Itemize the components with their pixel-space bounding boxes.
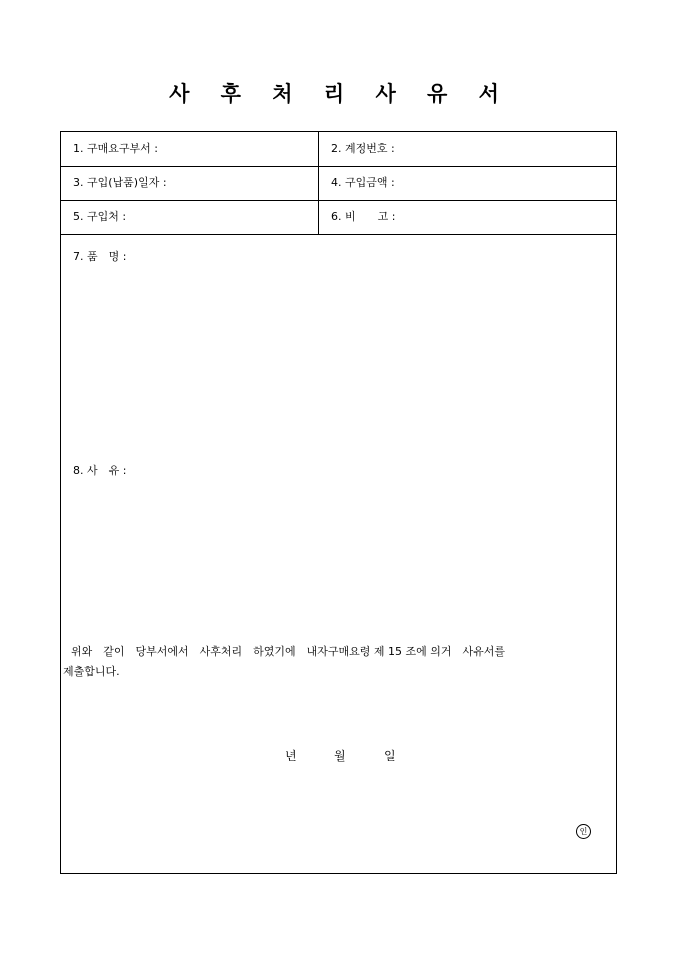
date-day-label: 일 xyxy=(384,749,396,763)
item-name-field: 7. 품 명 : xyxy=(73,250,127,263)
form-row-1 xyxy=(61,132,616,167)
vendor-field: 5. 구입처 : xyxy=(61,200,319,234)
document-title: 사 후 처 리 사 유 서 xyxy=(169,81,511,106)
statement-line-1: 위와 같이 당부서에서 사후처리 하였기에 내자구매요령 제 15 조에 의거 사유서를 xyxy=(71,645,506,658)
account-number-field: 2. 계정번호 : xyxy=(331,142,395,155)
reason-field: 8. 사 유 : xyxy=(73,464,127,477)
form-table xyxy=(60,131,617,874)
date-year-label: 년 xyxy=(285,749,297,763)
date-month-label: 월 xyxy=(334,749,346,763)
form-row-3 xyxy=(61,200,616,235)
department-field: 1. 구매요구부서 : xyxy=(61,132,319,166)
purchase-date-field: 3. 구입(납품)일자 : xyxy=(61,166,319,200)
form-row-2 xyxy=(61,166,616,201)
statement-line-2: 제출합니다. xyxy=(63,665,120,678)
seal-mark-icon: 인 xyxy=(576,824,591,839)
remarks-field: 6. 비 고 : xyxy=(331,210,396,223)
submission-statement xyxy=(61,642,616,682)
purchase-amount-field: 4. 구입금액 : xyxy=(331,176,395,189)
